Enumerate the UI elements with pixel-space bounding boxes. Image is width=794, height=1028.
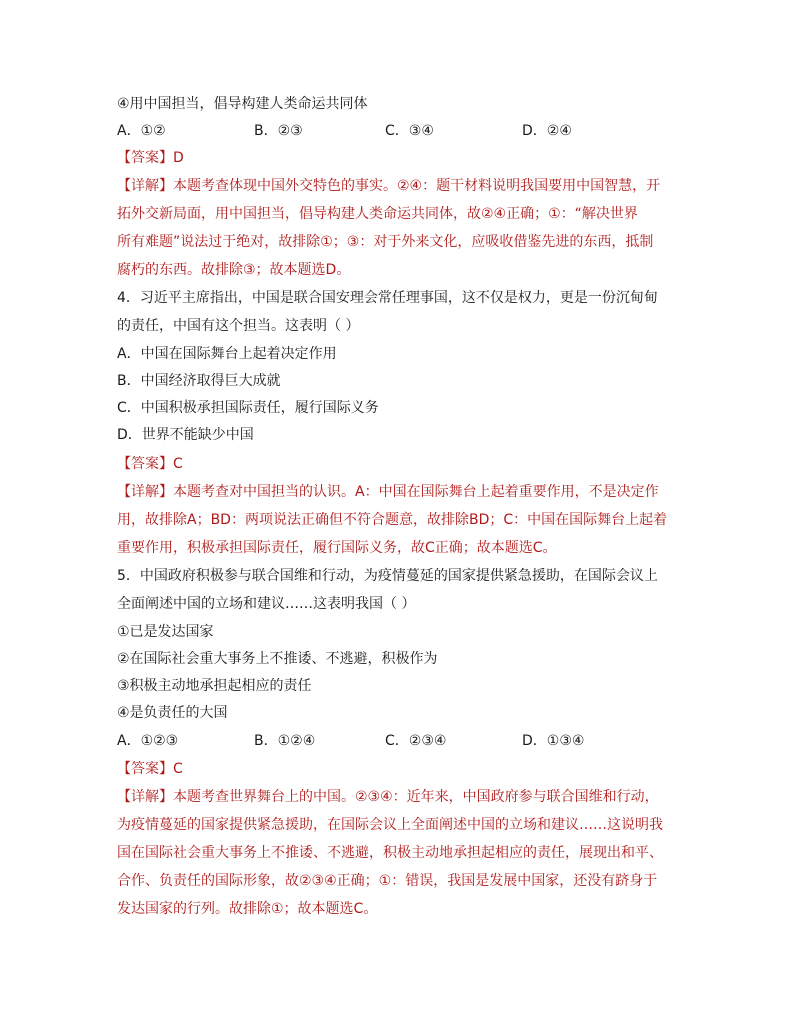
q3-answer: 【答案】D — [117, 150, 184, 166]
q4-stem-line: 的责任，中国有这个担当。这表明（ ） — [117, 318, 360, 334]
q4-option-c: C．中国积极承担国际责任，履行国际义务 — [117, 400, 379, 416]
q5-explanation-line: 为疫情蔓延的国家提供紧急援助，在国际会议上全面阐述中国的立场和建议……这说明我 — [117, 817, 663, 833]
q5-options — [117, 731, 677, 751]
q3-explanation-line: 【详解】本题考查体现中国外交特色的事实。②④：题干材料说明我国要用中国智慧，开 — [117, 178, 661, 194]
q4-explanation-line: 用，故排除A；BD：两项说法正确但不符合题意，故排除BD；C：中国在国际舞台上起着 — [117, 512, 668, 528]
q4-explanation-line: 重要作用，积极承担国际责任，履行国际义务，故C正确；故本题选C。 — [117, 540, 557, 556]
q5-answer: 【答案】C — [117, 761, 183, 777]
q4-stem-line: 4．习近平主席指出，中国是联合国安理会常任理事国，这不仅是权力，更是一份沉甸甸 — [117, 290, 658, 306]
q4-option-a: A．中国在国际舞台上起着决定作用 — [117, 346, 337, 362]
q4-explanation-line: 【详解】本题考查对中国担当的认识。A：中国在国际舞台上起着重要作用，不是决定作 — [117, 484, 659, 500]
q3-option-c: C．③④ — [385, 123, 434, 139]
q5-statement-2: ②在国际社会重大事务上不推诿、不逃避，积极作为 — [117, 651, 438, 667]
statement-4: ④用中国担当，倡导构建人类命运共同体 — [117, 96, 368, 112]
q5-explanation-line: 合作、负责任的国际形象，故②③④正确；①：错误，我国是发展中国家，还没有跻身于 — [117, 873, 658, 889]
q3-options — [117, 121, 677, 141]
q3-option-a: A．①② — [117, 123, 166, 139]
q5-explanation-line: 发达国家的行列。故排除①；故本题选C。 — [117, 901, 378, 917]
q5-statement-3: ③积极主动地承担起相应的责任 — [117, 678, 312, 694]
q5-stem-line: 全面阐述中国的立场和建议……这表明我国（ ） — [117, 596, 416, 612]
q5-stem-line: 5．中国政府积极参与联合国维和行动，为疫情蔓延的国家提供紧急援助，在国际会议上 — [117, 568, 658, 584]
q5-option-b: B．①②④ — [254, 733, 316, 749]
q5-option-d: D．①③④ — [522, 733, 585, 749]
q5-option-c: C．②③④ — [385, 733, 447, 749]
q3-explanation-line: 所有难题”说法过于绝对，故排除①；③：对于外来文化，应吸收借鉴先进的东西，抵制 — [117, 234, 654, 250]
q4-answer: 【答案】C — [117, 456, 183, 472]
q3-explanation-line: 拓外交新局面，用中国担当，倡导构建人类命运共同体，故②④正确；①：“解决世界 — [117, 206, 638, 222]
q3-option-d: D．②④ — [522, 123, 572, 139]
q5-explanation-line: 国在国际社会重大事务上不推诿、不逃避，积极主动地承担起相应的责任，展现出和平、 — [117, 845, 663, 861]
q4-option-b: B．中国经济取得巨大成就 — [117, 373, 281, 389]
q4-option-d: D．世界不能缺少中国 — [117, 427, 254, 443]
q3-explanation-line: 腐朽的东西。故排除③；故本题选D。 — [117, 262, 351, 278]
q5-statement-1: ①已是发达国家 — [117, 624, 214, 640]
q5-statement-4: ④是负责任的大国 — [117, 705, 228, 721]
q3-option-b: B．②③ — [254, 123, 303, 139]
q5-option-a: A．①②③ — [117, 733, 179, 749]
q5-explanation-line: 【详解】本题考查世界舞台上的中国。②③④：近年来，中国政府参与联合国维和行动， — [117, 789, 659, 805]
